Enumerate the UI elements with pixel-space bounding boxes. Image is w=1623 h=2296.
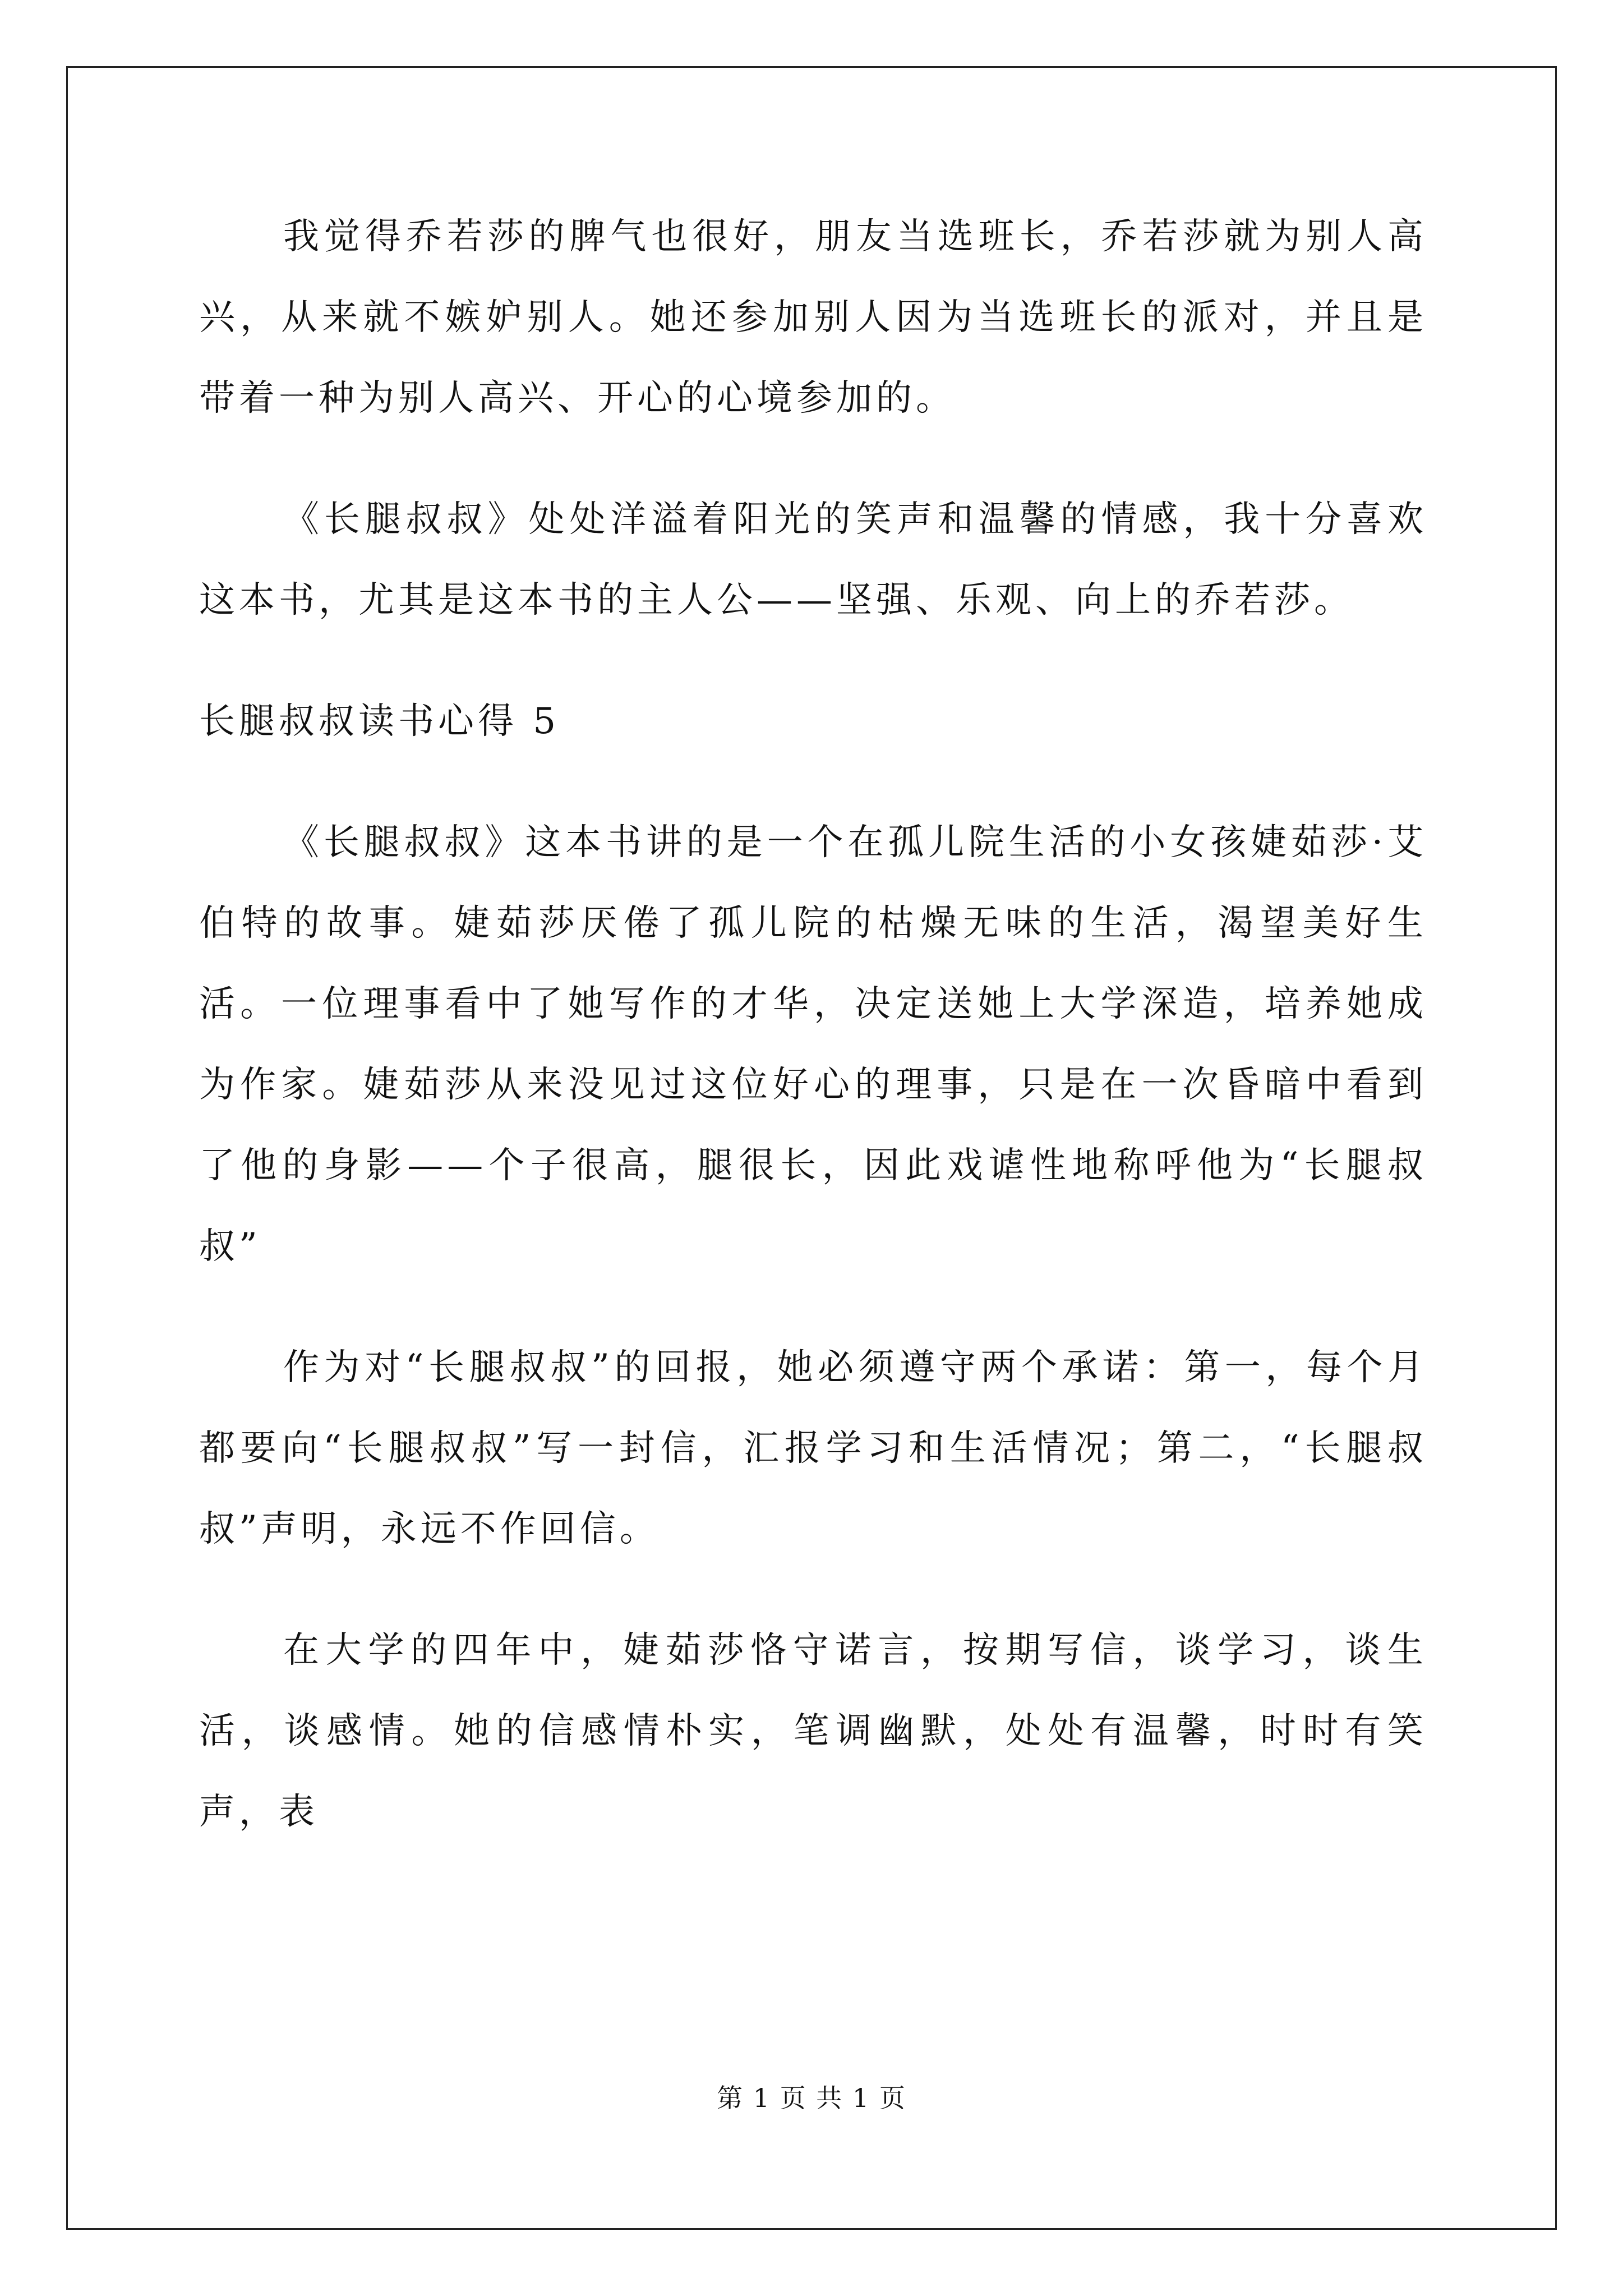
page-number-label: 第 1 页 共 1 页: [717, 2083, 906, 2113]
paragraph: 《长腿叔叔》处处洋溢着阳光的笑声和温馨的情感，我十分喜欢这本书，尤其是这本书的主人公——坚强、乐观、向上的乔若莎。: [199, 499, 1427, 621]
page-footer: [0, 2081, 1623, 2115]
paragraph: 在大学的四年中，婕茹莎恪守诺言，按期写信，谈学习，谈生活，谈感情。她的信感情朴实，笔调幽默，处处有温馨，时时有笑声，表: [199, 1630, 1427, 1833]
paragraph: 《长腿叔叔》这本书讲的是一个在孤儿院生活的小女孩婕茹莎·艾伯特的故事。婕茹莎厌倦了孤儿院的枯燥无味的生活，渴望美好生活。一位理事看中了她写作的才华，决定送她上大学深造，培养她成为作家。婕茹莎从来没见过这位好心的理事，只是在一次昏暗中看到了他的身影——个子很高，腿很长，因此戏谑性地称呼他为“长腿叔叔”: [199, 822, 1427, 1267]
document-body: [199, 196, 1427, 1893]
paragraph: 作为对“长腿叔叔”的回报，她必须遵守两个承诺：第一，每个月都要向“长腿叔叔”写一封信，汇报学习和生活情况；第二，“长腿叔叔”声明，永远不作回信。: [199, 1347, 1427, 1550]
section-heading: 长腿叔叔读书心得 5: [199, 701, 560, 742]
paragraph: 我觉得乔若莎的脾气也很好，朋友当选班长，乔若莎就为别人高兴，从来就不嫉妒别人。她还参加别人因为当选班长的派对，并且是带着一种为别人高兴、开心的心境参加的。: [199, 216, 1427, 419]
